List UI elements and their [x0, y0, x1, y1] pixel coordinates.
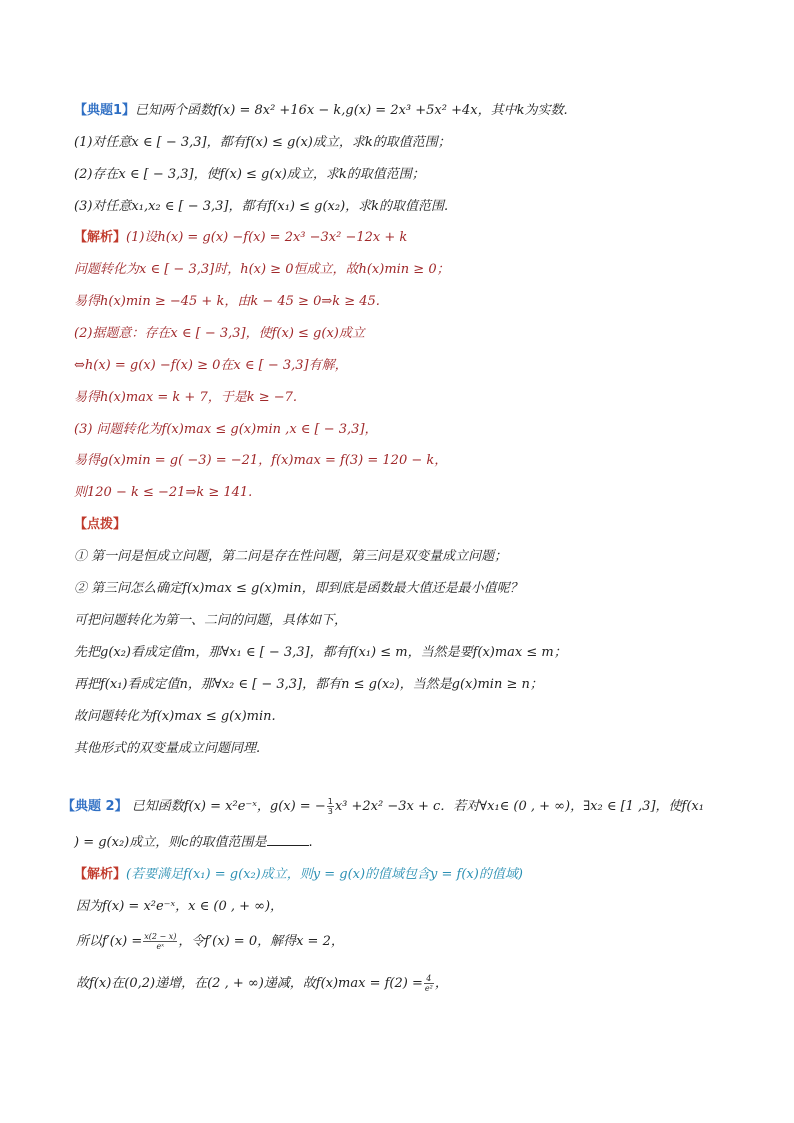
- tips-line-1: ① 第一问是恒成立问题，第二问是存在性问题，第三问是双变量成立问题；: [74, 549, 508, 564]
- derivative-fraction: [143, 932, 177, 951]
- fraction-numerator: 1: [327, 797, 333, 806]
- example-2-stem-part-a: 已知函数f(x) = x²e⁻ˣ，g(x) = −: [131, 799, 326, 814]
- example-1-question-3: (3)对任意x₁,x₂ ∈ [ − 3,3]，都有f(x₁) ≤ g(x₂)，求k的取值范围.: [74, 199, 449, 214]
- example-1-solution-line-3: 易得h(x)min ≥ −45 + k，由k − 45 ≥ 0⇒k ≥ 45.: [74, 294, 380, 309]
- solution-label: 【解析】: [74, 230, 127, 245]
- answer-blank[interactable]: [267, 833, 309, 846]
- example-2-solution-line-1: 因为f(x) = x²e⁻ˣ，x ∈ (0 , + ∞)，: [76, 899, 284, 914]
- tips-label: 【点拨】: [74, 517, 127, 532]
- max-value-denominator: e²: [424, 984, 433, 993]
- example-1-solution-line-8: 易得g(x)min = g( −3) = −21，f(x)max = f(3) = 120 − k，: [74, 453, 448, 468]
- tips-line-6: 故问题转化为f(x)max ≤ g(x)min.: [74, 709, 276, 724]
- example-1-stem-text: 已知两个函数f(x) = 8x² +16x − k,g(x) = 2x³ +5x² +4x，其中k为实数.: [135, 103, 568, 118]
- example-1-stem: [74, 102, 568, 120]
- fraction-one-third: [327, 797, 334, 816]
- tips-line-5: 再把f(x₁)看成定值n，那∀x₂ ∈ [ − 3,3]，都有n ≤ g(x₂)，当然是g(x)min ≥ n；: [74, 677, 543, 692]
- tips-line-2: ② 第三问怎么确定f(x)max ≤ g(x)min，即到底是函数最大值还是最小值呢？: [74, 581, 523, 596]
- example-2-stem-line-2: [74, 833, 313, 852]
- example-1-solution-line-1: [74, 229, 407, 247]
- example-2-stem-part-c: ) = g(x₂)成立，则c的取值范围是: [74, 835, 267, 850]
- example-1-solution-line-2: 问题转化为x ∈ [ − 3,3]时，h(x) ≥ 0恒成立，故h(x)min ≥ 0；: [74, 262, 450, 277]
- solution-label-2: 【解析】: [74, 867, 127, 882]
- example-1-question-1: (1)对任意x ∈ [ − 3,3]，都有f(x) ≤ g(x)成立，求k的取值范围；: [74, 135, 451, 150]
- example-1-solution-line-7: (3) 问题转化为f(x)max ≤ g(x)min ,x ∈ [ − 3,3]，: [74, 422, 378, 437]
- derivative-rest: ，令f′(x) = 0，解得x = 2，: [178, 934, 344, 949]
- max-value-comma: ，: [434, 976, 448, 991]
- example-1-question-2: (2)存在x ∈ [ − 3,3]，使f(x) ≤ g(x)成立，求k的取值范围；: [74, 167, 425, 182]
- example-2-solution-line-2: [76, 932, 344, 951]
- derivative-numerator: x(2 − x): [144, 932, 177, 941]
- example-2-solution-hint: [74, 866, 523, 884]
- fraction-denominator: 3: [327, 807, 333, 816]
- example-1-label: 【典题1】: [74, 103, 136, 118]
- tips-line-3: 可把问题转化为第一、二问的问题，具体如下，: [74, 613, 348, 628]
- monotonic-text: 故f(x)在(0,2)递增，在(2 , + ∞)递减，故f(x)max = f(2) =: [76, 976, 423, 991]
- example-2-solution-line-3: [76, 974, 448, 993]
- tips-line-4: 先把g(x₂)看成定值m，那∀x₁ ∈ [ − 3,3]，都有f(x₁) ≤ m，当然是要f(x)max ≤ m；: [74, 645, 567, 660]
- max-value-numerator: 4: [424, 974, 434, 984]
- example-1-solution-line-9: 则120 − k ≤ −21⇒k ≥ 141.: [74, 485, 253, 500]
- example-1-solution-line-6: 易得h(x)max = k + 7，于是k ≥ −7.: [74, 390, 298, 405]
- solution-text: (1)设h(x) = g(x) −f(x) = 2x³ −3x² −12x + k: [126, 230, 408, 245]
- stem-period: .: [308, 835, 313, 850]
- example-1-solution-line-4: (2)据题意：存在x ∈ [ − 3,3]，使f(x) ≤ g(x)成立: [74, 326, 365, 341]
- example-2-label: 【典题 2】: [62, 799, 128, 814]
- tips-line-7: 其他形式的双变量成立问题同理.: [74, 741, 261, 756]
- solution-hint-text: (若要满足f(x₁) = g(x₂)成立，则y = g(x)的值域包含y = f(x)的值域): [126, 867, 523, 882]
- max-value-fraction: [424, 974, 434, 993]
- derivative-denominator: eˣ: [156, 942, 165, 951]
- derivative-lhs: 所以f′(x) =: [76, 934, 143, 949]
- example-2-stem-part-b: x³ +2x² −3x + c．若对∀x₁∈ (0 , + ∞)，∃x₂ ∈ [1 ,3]，使f(x₁: [334, 799, 704, 814]
- example-1-solution-line-5: ⇔h(x) = g(x) −f(x) ≥ 0在x ∈ [ − 3,3]有解，: [74, 358, 348, 373]
- example-2-stem-line-1: [62, 797, 704, 816]
